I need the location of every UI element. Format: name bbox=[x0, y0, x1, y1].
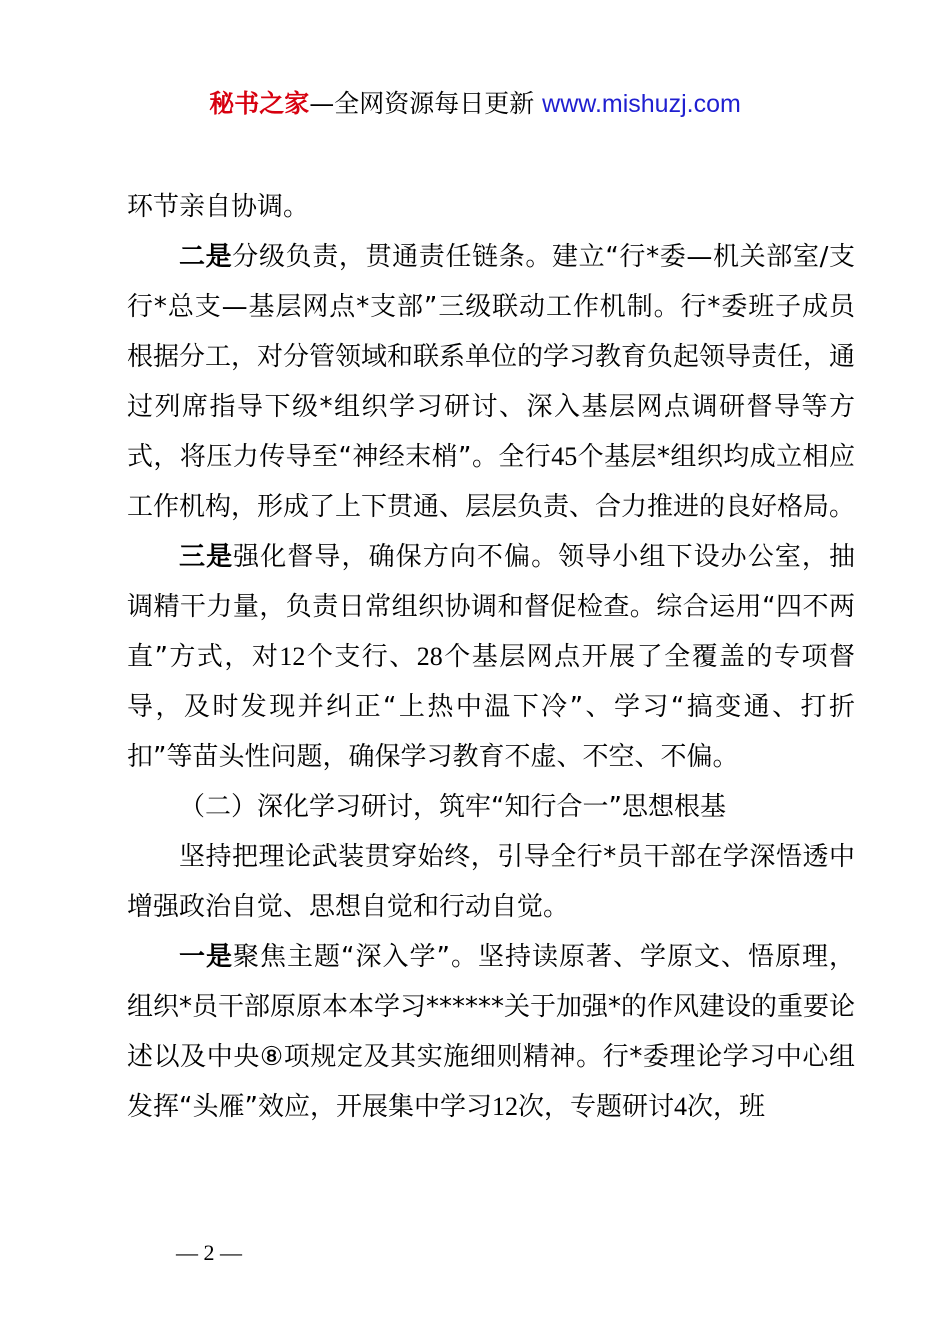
page-number: — 2 — bbox=[176, 1240, 242, 1265]
site-tagline: —全网资源每日更新 bbox=[309, 89, 543, 118]
paragraph-text: 环节亲自协调。 bbox=[127, 192, 310, 222]
paragraph-point-1 bbox=[127, 932, 855, 1132]
paragraph-lead: 二是 bbox=[179, 242, 233, 272]
paragraph-text: 坚持把理论武装贯穿始终，引导全行*员干部在学深悟透中增强政治自觉、思想自觉和行动自觉。 bbox=[127, 842, 855, 922]
paragraph-continued bbox=[127, 182, 855, 232]
site-brand: 秘书之家 bbox=[209, 89, 310, 118]
section-heading-text: （二）深化学习研讨，筑牢“知行合一”思想根基 bbox=[179, 792, 726, 822]
number-text: 45 bbox=[551, 442, 578, 471]
document-body bbox=[127, 182, 855, 1132]
paragraph-intro bbox=[127, 832, 855, 932]
section-heading bbox=[127, 782, 855, 832]
site-url-link[interactable]: www.mishuzj.com bbox=[542, 90, 741, 118]
site-header bbox=[0, 86, 950, 122]
paragraph-text: 分级负责，贯通责任链条。建立“行*委—机关部室/支行*总支—基层网点*支部”三级联动工作机制。行*委班子成员根据分工，对分管领域和联系单位的学习教育负起领导责任，通过列席指导下级*组织学习研讨、深入基层网点调研督导等方式，将压力传导至“神经末梢”。全行45个基层*组织均成立相应工作机构，形成了上下贯通、层层负责、合力推进的良好格局。 bbox=[127, 242, 856, 522]
paragraph-lead: 一是 bbox=[179, 942, 234, 972]
paragraph-text: 强化督导，确保方向不偏。领导小组下设办公室，抽调精干力量，负责日常组织协调和督促检查。综合运用“四不两直”方式，对12个支行、28个基层网点开展了全覆盖的专项督导，及时发现并纠正“上热中温下冷”、学习“搞变通、打折扣”等苗头性问题，确保学习教育不虚、不空、不偏。 bbox=[127, 542, 855, 772]
paragraph-lead: 三是 bbox=[179, 542, 234, 572]
paragraph-point-3 bbox=[127, 532, 855, 782]
paragraph-text: 聚焦主题“深入学”。坚持读原著、学原文、悟原理，组织*员干部原原本本学习******关于加强*的作风建设的重要论述以及中央⑧项规定及其实施细则精神。行*委理论学习中心组发挥“头雁”效应，开展集中学习12次，专题研讨4次，班 bbox=[127, 942, 856, 1122]
paragraph-point-2 bbox=[127, 232, 855, 532]
number-text: 12 bbox=[491, 1092, 518, 1121]
number-text: 28 bbox=[416, 642, 443, 671]
number-text: 12 bbox=[279, 642, 306, 671]
number-text: 4 bbox=[673, 1092, 687, 1121]
